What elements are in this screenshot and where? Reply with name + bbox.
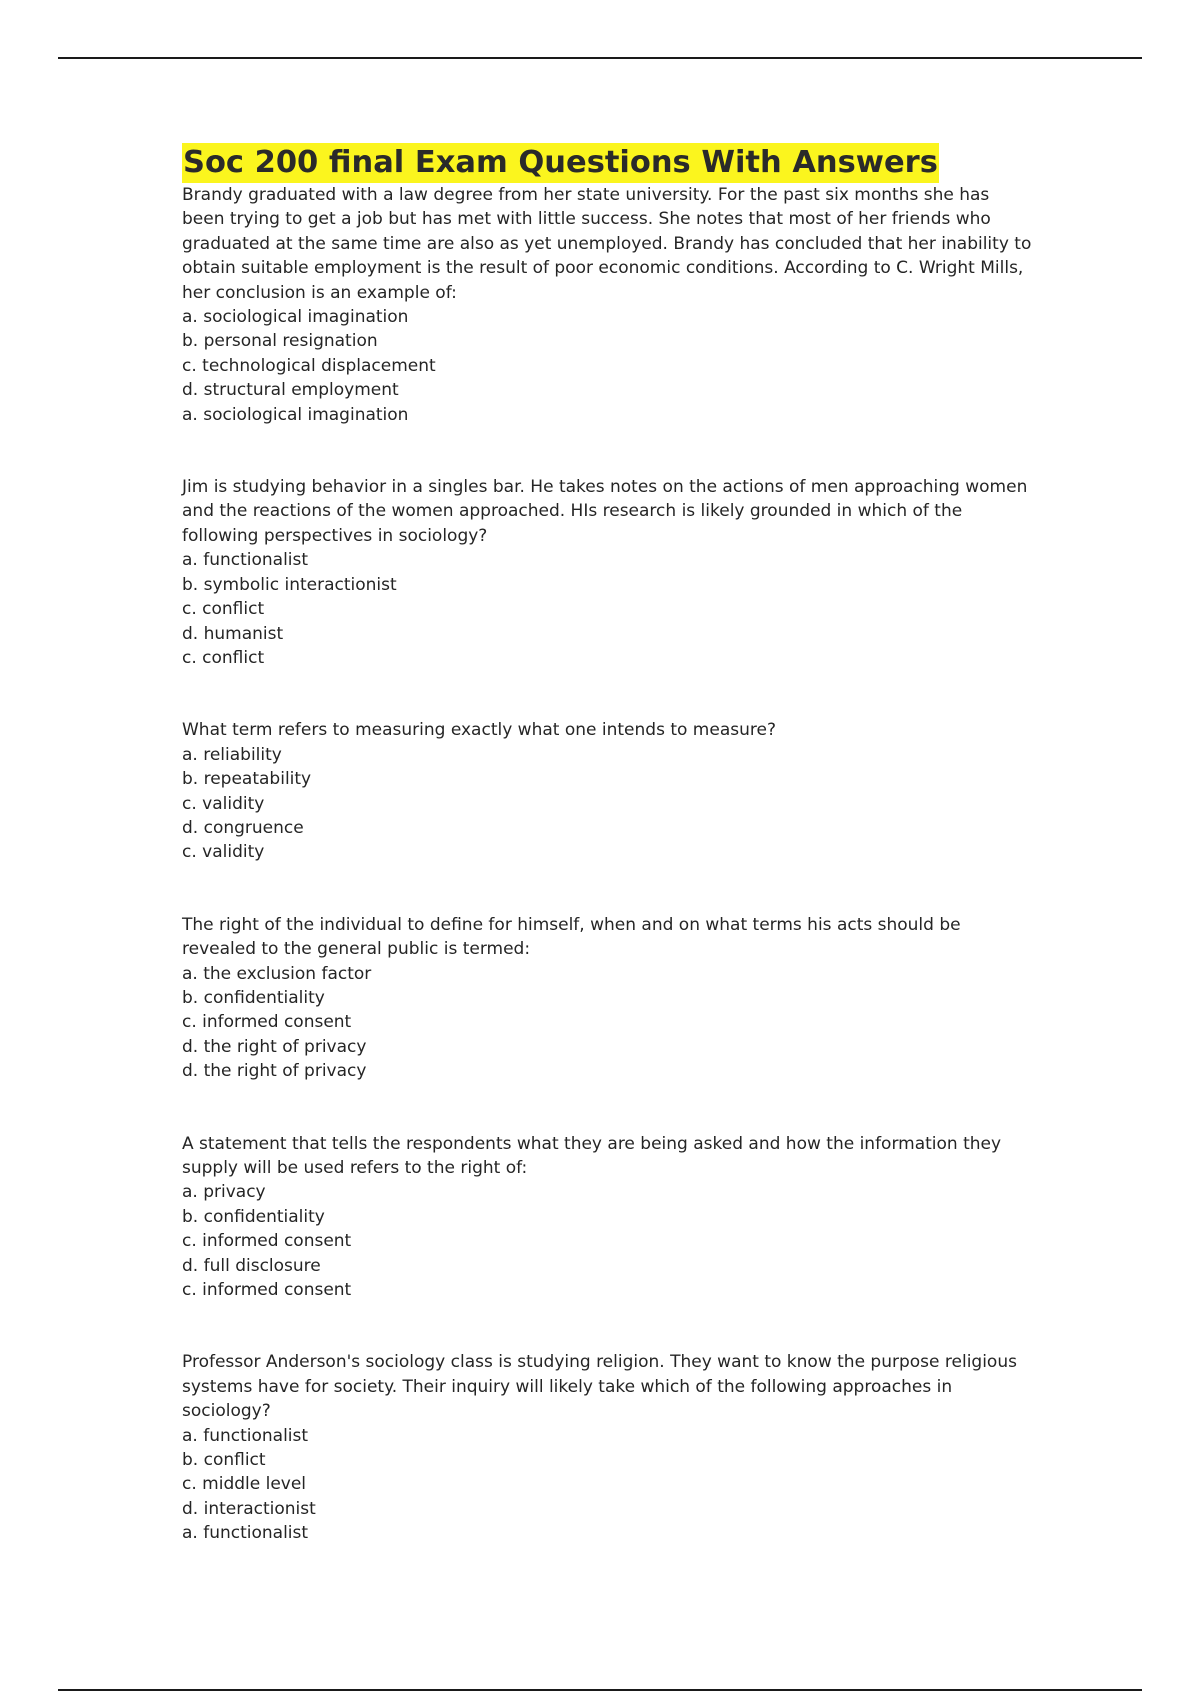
option-a: a. sociological imagination [182, 307, 409, 328]
question-text: The right of the individual to define for himself, when and on what terms his acts should be revealed to the general public is termed: [182, 914, 961, 960]
answer: c. conflict [182, 647, 265, 668]
question-text: Professor Anderson's sociology class is studying religion. They want to know the purpose religious systems have for society. Their inquiry will likely take which of the following approaches in sociology? [182, 1352, 1017, 1422]
option-a: a. reliability [182, 744, 282, 765]
option-c: c. informed consent [182, 1231, 352, 1252]
question-block-3 [182, 718, 1032, 864]
question-text: Brandy graduated with a law degree from her state university. For the past six months she has been trying to get a job but has met with little success. She notes that most of her friends who graduated at the same time are also as yet unemployed. Brandy has concluded that her inability to obtain suitable employment is the result of poor economic conditions. According to C. Wright Mills, her conclusion is an example of: [182, 185, 1032, 303]
option-b: b. personal resignation [182, 331, 378, 352]
option-b: b. confidentiality [182, 987, 325, 1008]
document-title: Soc 200 final Exam Questions With Answers [182, 143, 939, 183]
option-c: c. middle level [182, 1474, 307, 1495]
option-d: d. structural employment [182, 380, 399, 401]
option-b: b. conflict [182, 1450, 266, 1471]
page-bottom-rule [58, 1689, 1142, 1691]
question-block-1 [182, 183, 1032, 427]
answer: d. the right of privacy [182, 1061, 367, 1082]
option-c: c. technological displacement [182, 355, 436, 376]
option-a: a. the exclusion factor [182, 963, 372, 984]
option-d: d. humanist [182, 623, 284, 644]
option-b: b. repeatability [182, 769, 312, 790]
question-text: A statement that tells the respondents what they are being asked and how the information they supply will be used refers to the right of: [182, 1133, 1002, 1178]
answer: a. functionalist [182, 1523, 309, 1544]
question-text: What term refers to measuring exactly what one intends to measure? [182, 720, 776, 741]
option-c: c. conflict [182, 599, 265, 620]
answer: c. validity [182, 842, 265, 863]
option-c: c. validity [182, 793, 265, 814]
option-d: d. the right of privacy [182, 1036, 367, 1057]
question-block-4 [182, 913, 1032, 1084]
option-c: c. informed consent [182, 1012, 352, 1033]
option-b: b. symbolic interactionist [182, 574, 397, 595]
question-block-6 [182, 1350, 1032, 1545]
option-d: d. interactionist [182, 1498, 316, 1519]
option-a: a. functionalist [182, 1425, 309, 1446]
option-a: a. functionalist [182, 550, 309, 571]
question-block-5 [182, 1132, 1032, 1303]
answer: a. sociological imagination [182, 404, 409, 425]
document-body [182, 143, 1032, 1594]
option-a: a. privacy [182, 1182, 266, 1203]
option-d: d. full disclosure [182, 1255, 321, 1276]
question-block-2 [182, 475, 1032, 670]
question-text: Jim is studying behavior in a singles bar. He takes notes on the actions of men approaching women and the reactions of the women approached. HIs research is likely grounded in which of the following perspectives in sociology? [182, 477, 1028, 546]
page-top-rule [58, 57, 1142, 59]
option-b: b. confidentiality [182, 1206, 325, 1227]
answer: c. informed consent [182, 1280, 352, 1301]
option-d: d. congruence [182, 817, 304, 838]
